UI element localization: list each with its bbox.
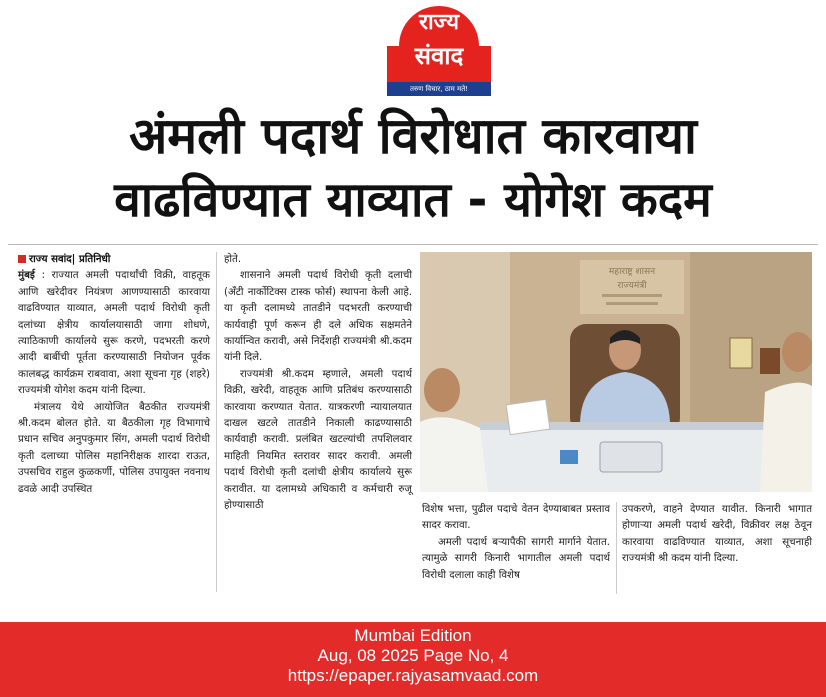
column-divider [616, 502, 617, 594]
logo-tagline: तरुण विचार, ठाम मते! [387, 82, 491, 96]
headline [20, 104, 806, 232]
article-column-1 [18, 252, 210, 498]
article-column-3 [422, 502, 610, 584]
article-column-2 [224, 252, 412, 515]
byline [18, 252, 210, 268]
paragraph: मंत्रालय येथे आयोजित बैठकीत राज्यमंत्री श्री.कदम बोलत होते. या बैठकीला गृह विभागाचे प्रधान सचिव अनुपकुमार सिंग, अमली पदार्थ विरोधी कृती दलाच्या पोलिस महानिरीक्षक शारदा राऊत, उपसचिव राहुल कुळकर्णी, पोलिस उपायुक्त नवनाथ ढवळे आदी उपस्थित [18, 401, 210, 495]
headline-line1: अंमली पदार्थ विरोधात कारवाया [129, 107, 697, 165]
paragraph-text: : राज्यात अमली पदार्थांची विक्री, वाहतूक आणि खरेदीवर नियंत्रण आणण्यासाठी कारवाया वाढविण्यात याव्यात, अमली पदार्थ विरोधी कृती दलांच्या क्षेत्रीय कार्यालयासाठी जागा शोधणे, त्याठिकाणी कार्यालये सुरू करणे, पदभरती करणे आदी बाबींची पूर्तता करण्यासाठी नियोजन पूर्वक कालबद्ध कार्यक्रम राबवावा, अशा सूचना गृह (शहरे) राज्यमंत्री योगेश कदम यांनी दिल्या. [18, 270, 210, 397]
newspaper-logo [387, 6, 491, 93]
edition-date-page: Aug, 08 2025 Page No, 4 [317, 646, 509, 665]
headline-divider [8, 244, 818, 245]
paragraph: उपकरणे, वाहने देण्यात यावीत. किनारी भागात होणाऱ्या अमली पदार्थ खरेदी, विक्रीवर लक्ष ठेवून कारवाया वाढविण्यात याव्यात, अशा सूचनाही राज्यमंत्री श्री कदम यांनी दिल्या. [622, 504, 812, 565]
edition-name: Mumbai Edition [354, 626, 472, 645]
paragraph: अमली पदार्थ बऱ्यापैकी सागरी मार्गाने येतात. त्यामुळे सागरी किनारी भागातील अमली पदार्थ विरोधी दलाला काही विशेष [422, 536, 610, 581]
logo-text-line2: संवाद [414, 42, 464, 70]
byline-square-icon [18, 255, 26, 263]
paragraph [18, 268, 210, 399]
paragraph: विशेष भत्ता, पुढील पदाचे वेतन देण्याबाबत प्रस्ताव सादर करावा. [422, 504, 610, 532]
paragraph: राज्यमंत्री श्री.कदम म्हणाले, अमली पदार्थ विक्री, खरेदी, वाहतूक आणि प्रतिबंध करण्यासाठी कारवाया करण्यात येतात. यात्रकरणी न्यायालयात दाखल खटले तातडीने निकाली काढण्यासाठी कार्यवाही करावी. प्रलंबित खटल्यांची तपशिलवार माहिती नियमित स्तरावर सादर करावी. अमली पदार्थ विरोधी कृती दलांची क्षेत्रीय कार्यालये सुरू करावीत. या दलामध्ये अधिकारी व कर्मचारी रुजू होण्यासाठी [224, 368, 412, 512]
wall-sign-line1: महाराष्ट्र शासन [608, 267, 656, 277]
meeting-photo-illustration [420, 252, 812, 492]
paragraph: होते. [224, 254, 242, 265]
logo-text-line1: राज्य [418, 10, 460, 35]
dateline: मुंबई [18, 270, 35, 282]
edition-footer [0, 622, 826, 697]
wall-sign-line2: राज्यमंत्री [617, 281, 647, 291]
paragraph: शासनाने अमली पदार्थ विरोधी कृती दलाची (अँटी नार्कोटिक्स टास्क फोर्स) स्थापना केली आहे. या कृती दलामध्ये तातडीने पदभरती करण्याची कार्यवाही पूर्ण करून ही दले अधिक सक्षमतेने कार्यान्वित करावी, असे निर्देशही राज्यमंत्री श्री.कदम यांनी दिले. [224, 270, 412, 364]
byline-text: राज्य सवांद| प्रतिनिधी [29, 254, 111, 265]
column-divider [216, 252, 217, 592]
article-column-4 [622, 502, 812, 568]
headline-line2: वाढविण्यात याव्यात - योगेश कदम [114, 172, 712, 228]
epaper-link[interactable]: https://epaper.rajyasamvaad.com [287, 666, 539, 685]
article-photo [420, 252, 812, 492]
